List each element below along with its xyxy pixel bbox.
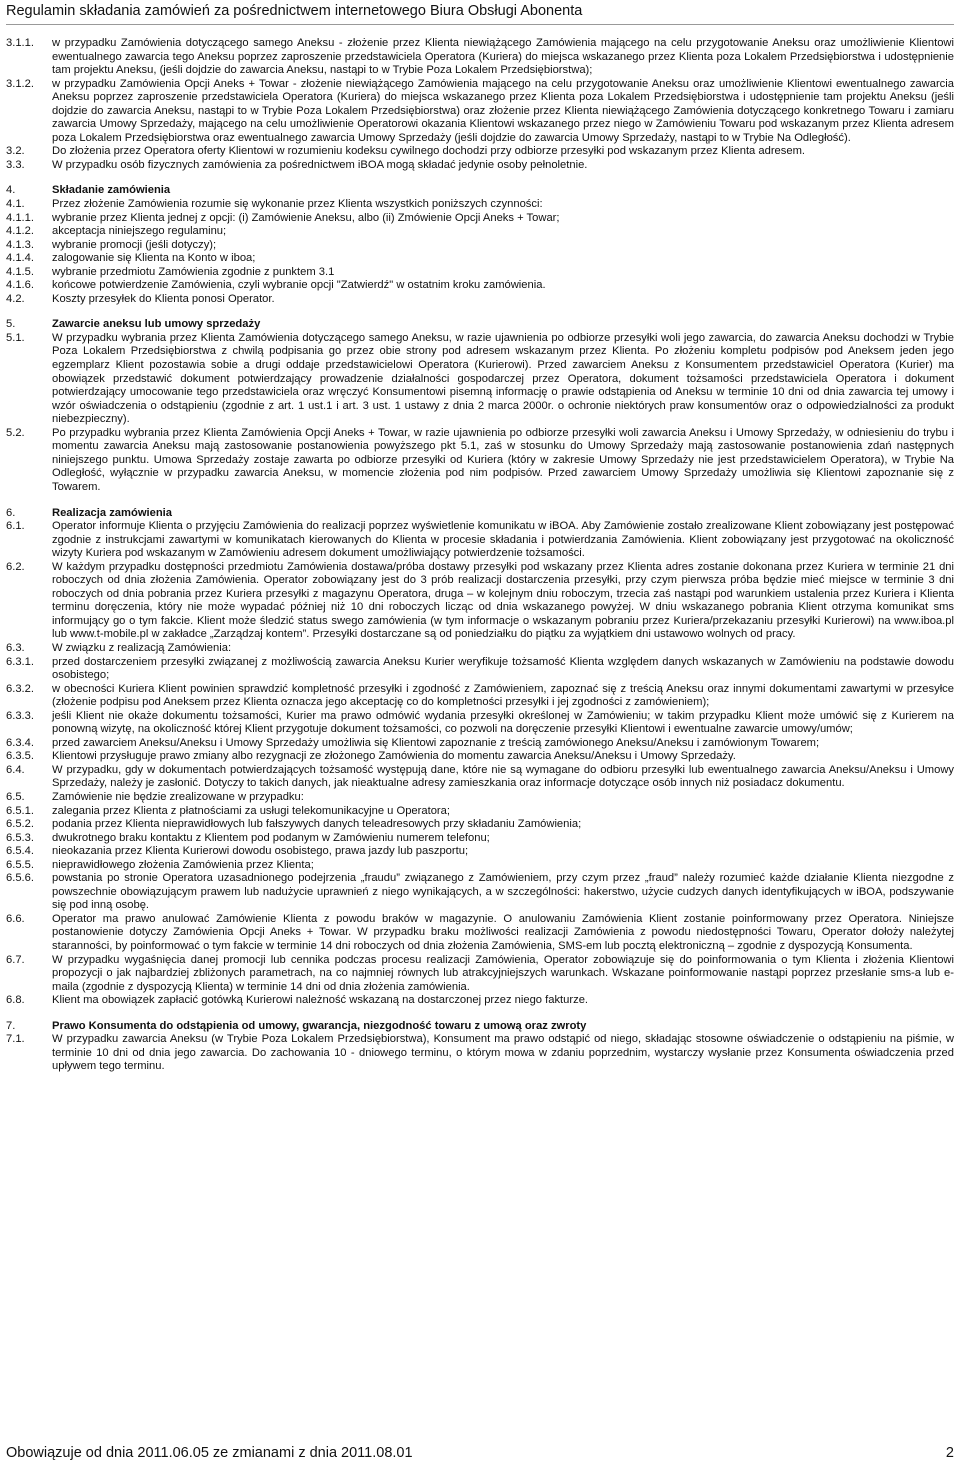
clause-number: 6.1. (6, 520, 25, 533)
clause (6, 159, 954, 173)
section-heading (6, 1020, 954, 1034)
clause-number: 4.1. (6, 198, 25, 211)
clause-number: 6.3.3. (6, 709, 34, 722)
clause (6, 764, 954, 791)
clause (6, 239, 954, 253)
section-title: Składanie zamówienia (52, 184, 171, 197)
clause-number: 4. (6, 184, 16, 197)
clause-number: 6.3. (6, 641, 25, 654)
clause-text: Operator informuje Klienta o przyjęciu Zamówienia do realizacji poprzez wyświetlenie komunikatu w iBOA. Aby Zamówienie zostało zrealizowane Klient zobowiązany jest postępować zgodnie z instrukcjami zawartymi w komunikatach kierowanych do Klienta w procesie składania i potwierdzania Zamówienia. Klient zobowiązany jest przygotować na okoliczność wizyty Kuriera pod wskazanym w Zamówieniu adresem dokument umożliwiający potwierdzenie tożsamości. (52, 520, 954, 560)
clause-text: jeśli Klient nie okaże dokumentu tożsamości, Kurier ma prawo odmówić wydania przesyłki określonej w Zamówieniu; w takim przypadku Klient może umówić się z Kurierem na ponowną wizytę, na okoliczność której Klient przygotuje dokument tożsamości, co pozwoli na doręczenie przesyłki Klientowi i ewentualne zawarcie umowy/umów; (52, 709, 954, 736)
clause (6, 994, 954, 1008)
clause-text: podania przez Klienta nieprawidłowych lub fałszywych danych teleadresowych przy składaniu Zamówienia; (52, 818, 582, 831)
clause (6, 818, 954, 832)
clause (6, 954, 954, 995)
clause-number: 3.1.2. (6, 77, 34, 90)
clause-text: Operator ma prawo anulować Zamówienie Klienta z powodu braków w magazynie. O anulowaniu Zamówienia Klient zostanie poinformowany przez Operatora. Niniejsze postanowienie dotyczy Zamówienia Opcji Aneks + Towar. W przypadku braku możliwości realizacji Zamówienia z powodu niedostępności Towaru, Operator dołoży należytej staranności, by poinformować o tym fakcie w terminie 14 dni roboczych od dnia złożenia Zamówienia, SMS-em lub pocztą elektroniczną – zgodnie z dyspozycją Konsumenta. (52, 912, 954, 952)
clause-text: wybranie przedmiotu Zamówienia zgodnie z punktem 3.1 (52, 265, 335, 278)
clause-text: W związku z realizacją Zamówienia: (52, 641, 232, 654)
clause-number: 5. (6, 318, 16, 331)
section-gap (6, 306, 954, 318)
clause-text: w obecności Kuriera Klient powinien sprawdzić kompletność przesyłki i zgodność z Zamówieniem, zapoznać się z treścią Aneksu oraz innymi dokumentami zawartymi w przesyłce (złożenie podpisu pod Aneksem przez Klienta oznacza jego akceptację co do kompletności przesyłki i jej zgodności z zamówieniem); (52, 682, 954, 709)
clause-number: 7. (6, 1019, 16, 1032)
clause-text: przed zawarciem Aneksu/Aneksu i Umowy Sprzedaży umożliwia się Klientowi zapoznanie z treścią zamówionego Aneksu/Aneksu i zamówionym Towarem; (52, 736, 820, 749)
clause-text: w przypadku Zamówienia dotyczącego samego Aneksu - złożenie przez Klienta niewiążącego Zamówienia mającego na celu przygotowanie Aneksu oraz umożliwienie Klientowi ewentualnego zawarcia tego Aneksu poprzez zaproszenie przedstawiciela Operatora (Kuriera) do miejsca wskazanego przez Klienta poza Lokalem Przedsiębiorstwa i udostępnienie tam projektu Aneksu, (jeśli dojdzie do zawarcia Aneksu, nastąpi to w Trybie Poza Lokalem Przedsiębiorstwa); (52, 37, 954, 77)
clause-number: 4.1.2. (6, 225, 34, 238)
clause (6, 332, 954, 427)
clause-number: 6.5.1. (6, 804, 34, 817)
clause-number: 6.3.5. (6, 750, 34, 763)
clause (6, 845, 954, 859)
clause-number: 6.4. (6, 763, 25, 776)
clause-number: 6.5.6. (6, 872, 34, 885)
section-heading (6, 318, 954, 332)
clause-text: Koszty przesyłek do Klienta ponosi Operator. (52, 292, 275, 305)
clause-text: W każdym przypadku dostępności przedmiotu Zamówienia dostawa/próba dostawy przesyłki pod wskazany przez Klienta adres zostanie dokonana przez Kuriera w terminie 21 dni roboczych od dnia złożenia Zamówienia. Operator zobowiązany jest do 3 prób realizacji dostarczenia przesyłki, przy czym pierwsza próba będzie mieć miejsce w terminie 3 dni roboczych od dnia pobrania przez Kuriera przesyłki z magazynu Operatora, druga – w kolejnym dniu roboczym, trzecia zaś nastąpi pod warunkiem ustalenia przez Kuriera i Klienta terminu doręczenia, który nie może wypadać później niż 10 dni roboczych licząc od dnia wskazanego powyżej. W dniu wskazanego pobrania Klient otrzyma komunikat sms informujący go o tym fakcie. Klient może śledzić status swego zamówienia (w tym informacje o wskazanym pobraniu przez Kuriera/przekazaniu przesyłki Kurierowi) na www.iboa.pl lub www.t-mobile.pl w zakładce „Zarządzaj kontem”. Przesyłki dostarczane są od poniedziałku do piątku za wyjątkiem dni ustawowo wolnych od pracy. (52, 560, 954, 641)
section-gap (6, 495, 954, 507)
clause-text: dwukrotnego braku kontaktu z Klientem pod podanym w Zamówieniu numerem telefonu; (52, 831, 490, 844)
clause-number: 6.2. (6, 560, 25, 573)
section-heading (6, 507, 954, 521)
clause-number: 6. (6, 506, 16, 519)
page-number: 2 (945, 1445, 954, 1461)
clause (6, 872, 954, 913)
clause-text: Do złożenia przez Operatora oferty Klientowi w rozumieniu kodeksu cywilnego dochodzi przy odbiorze przesyłki pod wskazanym przez Klienta adresem. (52, 145, 806, 158)
clause (6, 683, 954, 710)
clause (6, 859, 954, 873)
clause-number: 4.1.1. (6, 211, 34, 224)
clause-text: Klientowi przysługuje prawo zmiany albo rezygnacji ze złożonego Zamówienia do momentu zawarcia Aneksu/Aneksu i Umowy Sprzedaży. (52, 750, 736, 763)
clause-text: przed dostarczeniem przesyłki związanej z możliwością zawarcia Aneksu Kurier weryfikuje tożsamość Klienta względem danych wskazanych w Zamówieniu na podstawie dowodu osobistego; (52, 655, 954, 682)
clause-text: wybranie przez Klienta jednej z opcji: (i) Zamówienie Aneksu, albo (ii) Zmówienie Opcji Aneks + Towar; (52, 211, 560, 224)
clause (6, 145, 954, 159)
section-title: Zawarcie aneksu lub umowy sprzedaży (52, 318, 261, 331)
clause-text: Po przypadku wybrania przez Klienta Zamówienia Opcji Aneks + Towar, w razie ujawnienia po odbiorze przesyłki woli zawarcia Aneksu i Umowy Sprzedaży, w odniesieniu do trybu i momentu zawarcia Aneksu mają zastosowanie postanowienia powyższego pkt 5.1, zaś w stosunku do Umowy Sprzedaży mają zastosowanie postanowienia zdań następnych niniejszego punktu. Umowa Sprzedaży zostaje zawarta po odbiorze przesyłki od Kuriera (który w zakresie Umowy Sprzedaży nie jest przedstawicielem Operatora), w Trybie Na Odległość, wyłącznie w przypadku zawarcia Aneksu, w momencie złożenia pod nim podpisów. Przed zawarciem Umowy Sprzedaży umożliwia się Klientowi zapoznanie się z Towarem. (52, 426, 954, 493)
clause-number: 3.1.1. (6, 37, 34, 49)
clause-number: 3.3. (6, 158, 25, 171)
clause (6, 656, 954, 683)
clause-number: 6.5.4. (6, 845, 34, 858)
clause-number: 4.1.4. (6, 252, 34, 265)
clause-text: Przez złożenie Zamówienia rozumie się wykonanie przez Klienta wszystkich poniższych czynności: (52, 198, 543, 211)
clause (6, 266, 954, 280)
clause-number: 6.5. (6, 790, 25, 803)
clause-text: W przypadku zawarcia Aneksu (w Trybie Poza Lokalem Przedsiębiorstwa), Konsument ma prawo odstąpić od niego, składając stosowne oświadczenie o odstąpieniu na piśmie, w terminie 10 dni od dnia jego zawarcia. Do zachowania 10 - dniowego terminu, o którym mowa w zdaniu poprzednim, wystarczy wysłanie przez Konsumenta oświadczenia przed upływem tego terminu. (52, 1033, 954, 1073)
clause (6, 750, 954, 764)
clause (6, 913, 954, 954)
clause-number: 6.3.2. (6, 682, 34, 695)
section-gap (6, 1008, 954, 1020)
clause (6, 1033, 954, 1074)
clause (6, 279, 954, 293)
clause-text: powstania po stronie Operatora uzasadnionego podejrzenia „fraudu” związanego z Zamówieniem, przy czym przez „fraud” należy rozumieć każde działanie Klienta niezgodne z powszechnie obowiązującym prawem lub nadużycie uprawnień z niego wynikających, a w szczególności: hakerstwo, użycie cudzych danych identyfikujących w iBOA, podszywanie się pod inną osobę. (52, 872, 954, 912)
clause (6, 561, 954, 642)
document-body (6, 37, 954, 1074)
clause-text: Zamówienie nie będzie zrealizowane w przypadku: (52, 790, 304, 803)
clause-text: akceptacja niniejszego regulaminu; (52, 225, 227, 238)
clause-number: 5.2. (6, 426, 25, 439)
header-divider (6, 24, 954, 25)
clause (6, 520, 954, 561)
clause (6, 293, 954, 307)
clause (6, 710, 954, 737)
clause-text: W przypadku osób fizycznych zamówienia za pośrednictwem iBOA mogą składać jedynie osoby pełnoletnie. (52, 158, 588, 171)
clause-number: 6.3.1. (6, 655, 34, 668)
clause (6, 198, 954, 212)
clause-text: W przypadku wygaśnięcia danej promocji lub cennika podczas procesu realizacji Zamówienia, Operator zobowiązuje się do poinformowania o tym Klienta i złożenia Klientowi propozycji o jak najbardziej zbliżonych parametrach, na co najmniej równych lub atrakcyjniejszych warunkach. Wskazane poinformowanie nastąpi poprzez przesłanie sms-a lub e-maila (zgodnie z dyspozycją Klienta) w terminie 14 dni od dnia złożenia zamówienia. (52, 953, 954, 993)
page-header (6, 0, 954, 26)
clause-number: 3.2. (6, 145, 25, 158)
clause-number: 6.5.5. (6, 858, 34, 871)
clause-text: W przypadku, gdy w dokumentach potwierdzających tożsamość występują dane, które nie są wymagane do odbioru przesyłki lub ewentualnego zawarcia Aneksu/Aneksu i Umowy Sprzedaży, należy je zasłonić. Dotyczy to takich danych, jak nieaktualne adresy zamieszkania oraz informacje dotyczące osób innych niż posiadacz dokumentu. (52, 763, 954, 790)
clause-text: nieprawidłowego złożenia Zamówienia przez Klienta; (52, 858, 314, 871)
clause-text: W przypadku wybrania przez Klienta Zamówienia dotyczącego samego Aneksu, w razie ujawnienia po odbiorze przesyłki woli jego zawarcia, do zawarcia Aneksu dochodzi w Trybie Poza Lokalem Przedsiębiorstwa z chwilą podpisania go przez obie strony pod adresem wskazanym przez Klienta. Po złożeniu kompletu podpisów pod Aneksem jeden jego egzemplarz Klient pozostawia sobie a drugi oddaje przedstawicielowi Operatora (Kurierowi). Przed zawarciem Aneksu z Konsumentem przedstawiciel Operatora (Kurier) ma obowiązek przedstawić dokument potwierdzający prowadzenie działalności gospodarczej przez Operatora, dokument tożsamości przedstawiciela Operatora i dokument potwierdzający umocowanie tego przedstawiciela oraz wręczyć Konsumentowi pisemną informację o prawie odstąpienia od Aneksu w terminie 10 dni od dnia zawarcia tej umowy i wzór oświadczenia o odstąpieniu (zgodnie z art. 1 ust.1 i art. 3 ust. 1 ustawy z dnia 2 marca 2000r. o ochronie niektórych praw konsumentów oraz o odpowiedzialności za produkt niebezpieczny). (52, 331, 954, 426)
clause (6, 252, 954, 266)
clause-number: 6.7. (6, 953, 25, 966)
clause-number: 7.1. (6, 1033, 25, 1046)
clause-text: nieokazania przez Klienta Kurierowi dowodu osobistego, prawa jazdy lub paszportu; (52, 845, 469, 858)
clause-number: 5.1. (6, 331, 25, 344)
clause-text: końcowe potwierdzenie Zamówienia, czyli wybranie opcji "Zatwierdź" w ostatnim kroku zamówienia. (52, 279, 546, 292)
clause (6, 212, 954, 226)
section-heading (6, 184, 954, 198)
clause (6, 37, 954, 78)
document-title: Regulamin składania zamówień za pośrednictwem internetowego Biura Obsługi Abonenta (6, 3, 583, 19)
section-title: Realizacja zamówienia (52, 506, 173, 519)
section-title: Prawo Konsumenta do odstąpienia od umowy, gwarancja, niezgodność towaru z umową oraz zwroty (52, 1019, 587, 1032)
clause-number: 6.6. (6, 912, 25, 925)
clause-text: Klient ma obowiązek zapłacić gotówką Kurierowi należność wskazaną na dostarczonej przez niego fakturze. (52, 994, 589, 1007)
clause-number: 4.1.6. (6, 279, 34, 292)
clause (6, 642, 954, 656)
clause-number: 6.5.3. (6, 831, 34, 844)
clause-text: zalogowanie się Klienta na Konto w iboa; (52, 252, 256, 265)
clause (6, 791, 954, 805)
clause-number: 6.5.2. (6, 818, 34, 831)
clause-text: wybranie promocji (jeśli dotyczy); (52, 238, 217, 251)
section-gap (6, 172, 954, 184)
clause (6, 832, 954, 846)
clause (6, 78, 954, 146)
clause-number: 4.2. (6, 292, 25, 305)
clause-number: 6.3.4. (6, 736, 34, 749)
clause (6, 737, 954, 751)
clause (6, 805, 954, 819)
clause (6, 225, 954, 239)
clause-number: 4.1.5. (6, 265, 34, 278)
clause-number: 4.1.3. (6, 238, 34, 251)
clause (6, 427, 954, 495)
clause-text: zalegania przez Klienta z płatnościami za usługi telekomunikacyjne u Operatora; (52, 804, 450, 817)
effective-date: Obowiązuje od dnia 2011.06.05 ze zmianami z dnia 2011.08.01 (6, 1445, 413, 1461)
clause-number: 6.8. (6, 994, 25, 1007)
clause-text: w przypadku Zamówienia Opcji Aneks + Towar - złożenie niewiążącego Zamówienia mającego na celu przygotowanie Aneksu oraz umożliwienie Klientowi ewentualnego zawarcia Aneksu poprzez zaproszenie przedstawiciela Operatora (Kuriera) do miejsca wskazanego przez Klienta poza Lokalem Przedsiębiorstwa i udostępnienie tam projektu Aneksu (jeśli dojdzie do zawarcia Aneksu, nastąpi to w Trybie Poza Lokalem Przedsiębiorstwa) oraz złożenie przez Klienta niewiążącego Zamówienia dotyczącego konkretnego Towaru i zamiaru zawarcia Umowy Sprzedaży, mającego na celu umożliwienie Operatorowi okazania Klientowi wskazanego przez niego w Zamówieniu Towaru pod wskazanym przez Klienta adresem poza Lokalem Przedsiębiorstwa oraz ewentualnego zawarcia Umowy Sprzedaży (jeśli dojdzie do zawarcia Umowy Sprzedaży, nastąpi to w Trybie Na Odległość). (52, 77, 954, 144)
